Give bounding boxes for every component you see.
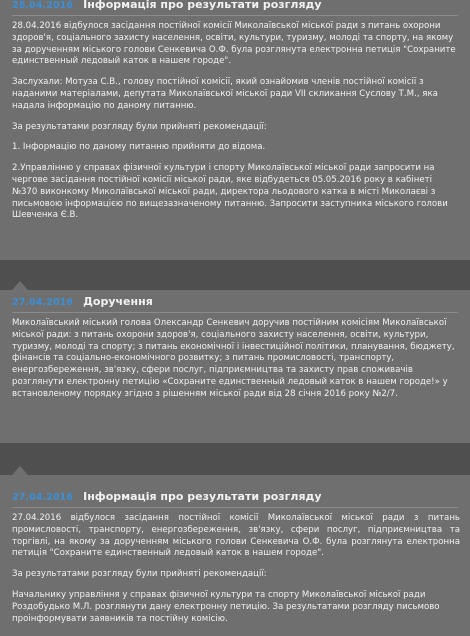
news-item	[0, 290, 470, 443]
separator-notch	[12, 466, 28, 475]
news-item-header	[0, 0, 470, 11]
news-item-header	[0, 475, 470, 503]
news-body	[0, 508, 470, 625]
section-separator	[0, 260, 470, 290]
news-paragraph: 1. Інформацію по даному питанню прийняти до відома.	[12, 142, 266, 153]
news-paragraph: Заслухали: Мотуза С.В., голову постійної комісії, який ознайомив членів постійної комісії з наданими матеріалами, депутата Миколаївської міської ради VII скликання Суслову Т.М., яка надала інформацію по даному питанню.	[12, 77, 438, 111]
news-paragraph: 28.04.2016 відбулося засідання постійної комісії Миколаївської міської ради з питань охорони здоров'я, соціального захисту населення, освіти, культури, туризму, молоді та спорту, на якому за дорученням міського голови Сенкевича О.Ф. була розглянута електронна петиція "Сохраните единственный ледовый каток в нашем городе".	[12, 21, 456, 67]
news-date[interactable]: 27.04.2016	[12, 492, 74, 503]
news-paragraph: Начальнику управління у справах фізичної культури та спорту Миколаївської міської ради Роздобудько М.Л. розглянути дану електронну петицію. За результатами розгляду письмово проінформувати заявників та постійну комісію.	[12, 589, 440, 624]
news-title[interactable]: Інформація про результати розгляду	[83, 490, 322, 503]
news-body	[0, 313, 470, 401]
news-paragraph: 2.Управлінню у справах фізичної культури і спорту Миколаївської міської ради запросити на чергове засідання постійної комісії міської ради, яке відбудеться 05.05.2016 року в кабінеті №370 виконкому Миколаївської міської ради, директора льодового катка в місті Миколаєві з письмовою інформацією по вищезазначеному питанню. Запросити заступника міського голови Шевченка Є.В.	[12, 163, 448, 221]
news-item-header	[0, 290, 470, 308]
news-date[interactable]: 28.04.2016	[12, 0, 74, 11]
news-paragraph: 27.04.2016 відбулося засідання постійної комісії Миколаївської міської ради з питань промисловості, транспорту, енергозбереження, зв'язку, сфери послуг, підприємництва та торгівлі, на якому за дорученням міського голови Сенкевича О.Ф. була розглянута електронна петиція "Сохраните единственный ледовый каток в нашем городе".	[12, 513, 460, 559]
news-item	[0, 0, 470, 260]
news-title[interactable]: Інформація про результати розгляду	[83, 0, 322, 11]
news-body	[0, 16, 470, 222]
news-date[interactable]: 27.04.2016	[12, 297, 74, 308]
news-paragraph: За результатами розгляду були прийняті рекомендації:	[12, 569, 267, 580]
section-separator	[0, 443, 470, 475]
news-paragraph: За результатами розгляду були прийняті рекомендації:	[12, 121, 267, 132]
separator-notch	[12, 281, 28, 290]
news-paragraph: Миколаївський міський голова Олександр Сенкевич доручив постійним комісіям Миколаївської міської ради: з питань охорони здоров'я, соціального захисту населення, освіти, культури, туризму, молоді та спорту; з питань економічної і інвестиційної політики, планування, бюджету, фінансів та соціально-економічного розвитку; з питань промисловості, транспорту, енергозбереження, зв'язку, сфери послуг, підприємництва та захисту прав споживачів розглянути електронну петицію «Сохраните единственный ледовый каток в нашем городе!» у встановленому порядку згідно з рішенням міської ради від 28 січня 2016 року №2/7.	[12, 318, 455, 399]
news-title[interactable]: Доручення	[83, 295, 153, 308]
news-item	[0, 475, 470, 636]
